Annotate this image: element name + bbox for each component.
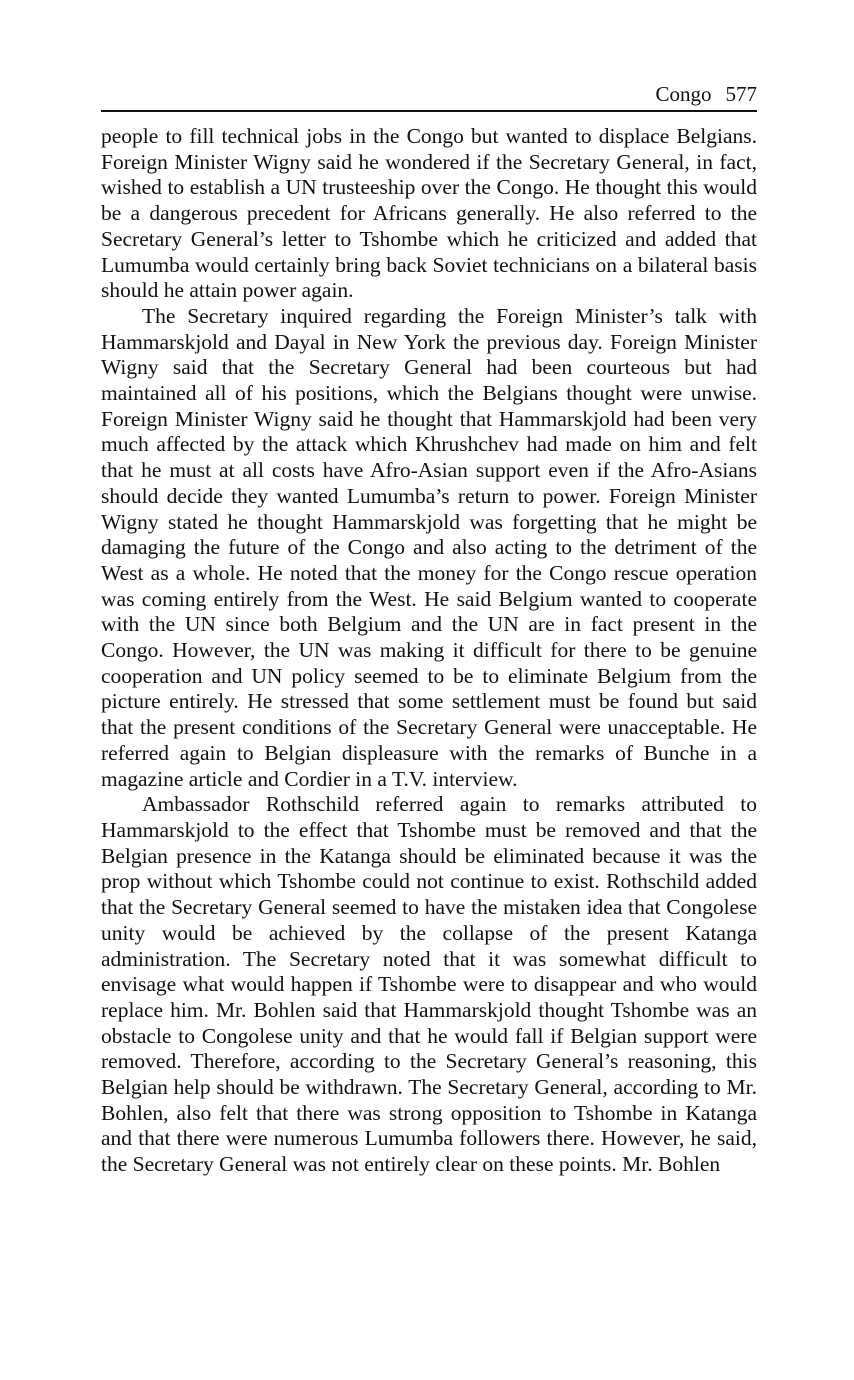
paragraph-1: people to fill technical jobs in the Congo but wanted to displace Belgians. Foreign Minister Wigny said he wondered if the Secretary General, in fact, wished to establish a UN trusteeship over the Congo. He thought this would be a dangerous precedent for Africans generally. He also referred to the Secretary General’s letter to Tshombe which he criticized and added that Lumumba would certainly bring back Soviet technicians on a bilateral basis should he attain power again. — [101, 124, 757, 303]
paragraph-3: Ambassador Rothschild referred again to remarks attributed to Hammarskjold to the effect that Tshombe must be removed and that the Belgian presence in the Katanga should be eliminated because it was the prop without which Tshombe could not continue to exist. Rothschild added that the Secretary General seemed to have the mistaken idea that Congolese unity would be achieved by the collapse of the present Katanga administration. The Secretary noted that it was somewhat difficult to envisage what would happen if Tshombe were to disappear and who would replace him. Mr. Bohlen said that Hammarskjold thought Tshombe was an obstacle to Congolese unity and that he would fall if Belgian support were removed. Therefore, according to the Secretary General’s reasoning, this Belgian help should be withdrawn. The Secretary General, according to Mr. Bohlen, also felt that there was strong opposition to Tshombe in Katanga and that there were numerous Lumumba followers there. However, he said, the Secretary General was not entirely clear on these points. Mr. Bohlen — [101, 792, 757, 1177]
paragraph-2: The Secretary inquired regarding the Foreign Minister’s talk with Hammarskjold and Dayal in New York the previous day. Foreign Minister Wigny said that the Secretary General had been courteous but had maintained all of his positions, which the Belgians thought were unwise. Foreign Minister Wigny said he thought that Hammarskjold had been very much affected by the attack which Khrushchev had made on him and felt that he must at all costs have Afro-Asian support even if the Afro-Asians should decide they wanted Lumumba’s return to power. Foreign Minister Wigny stated he thought Hammarskjold was forgetting that he might be damaging the future of the Congo and also acting to the detriment of the West as a whole. He noted that the money for the Congo rescue operation was coming entirely from the West. He said Belgium wanted to cooperate with the UN since both Belgium and the UN are in fact present in the Congo. However, the UN was making it difficult for there to be genuine cooperation and UN policy seemed to be to eliminate Belgium from the picture entirely. He stressed that some settlement must be found but said that the present conditions of the Secretary General were unacceptable. He referred again to Belgian displeasure with the remarks of Bunche in a magazine article and Cordier in a T.V. interview. — [101, 303, 757, 791]
page-number: 577 — [725, 82, 757, 106]
running-header-title: Congo — [655, 82, 712, 106]
document-page — [101, 82, 757, 1178]
running-header — [101, 82, 757, 112]
body-text — [101, 124, 757, 1178]
